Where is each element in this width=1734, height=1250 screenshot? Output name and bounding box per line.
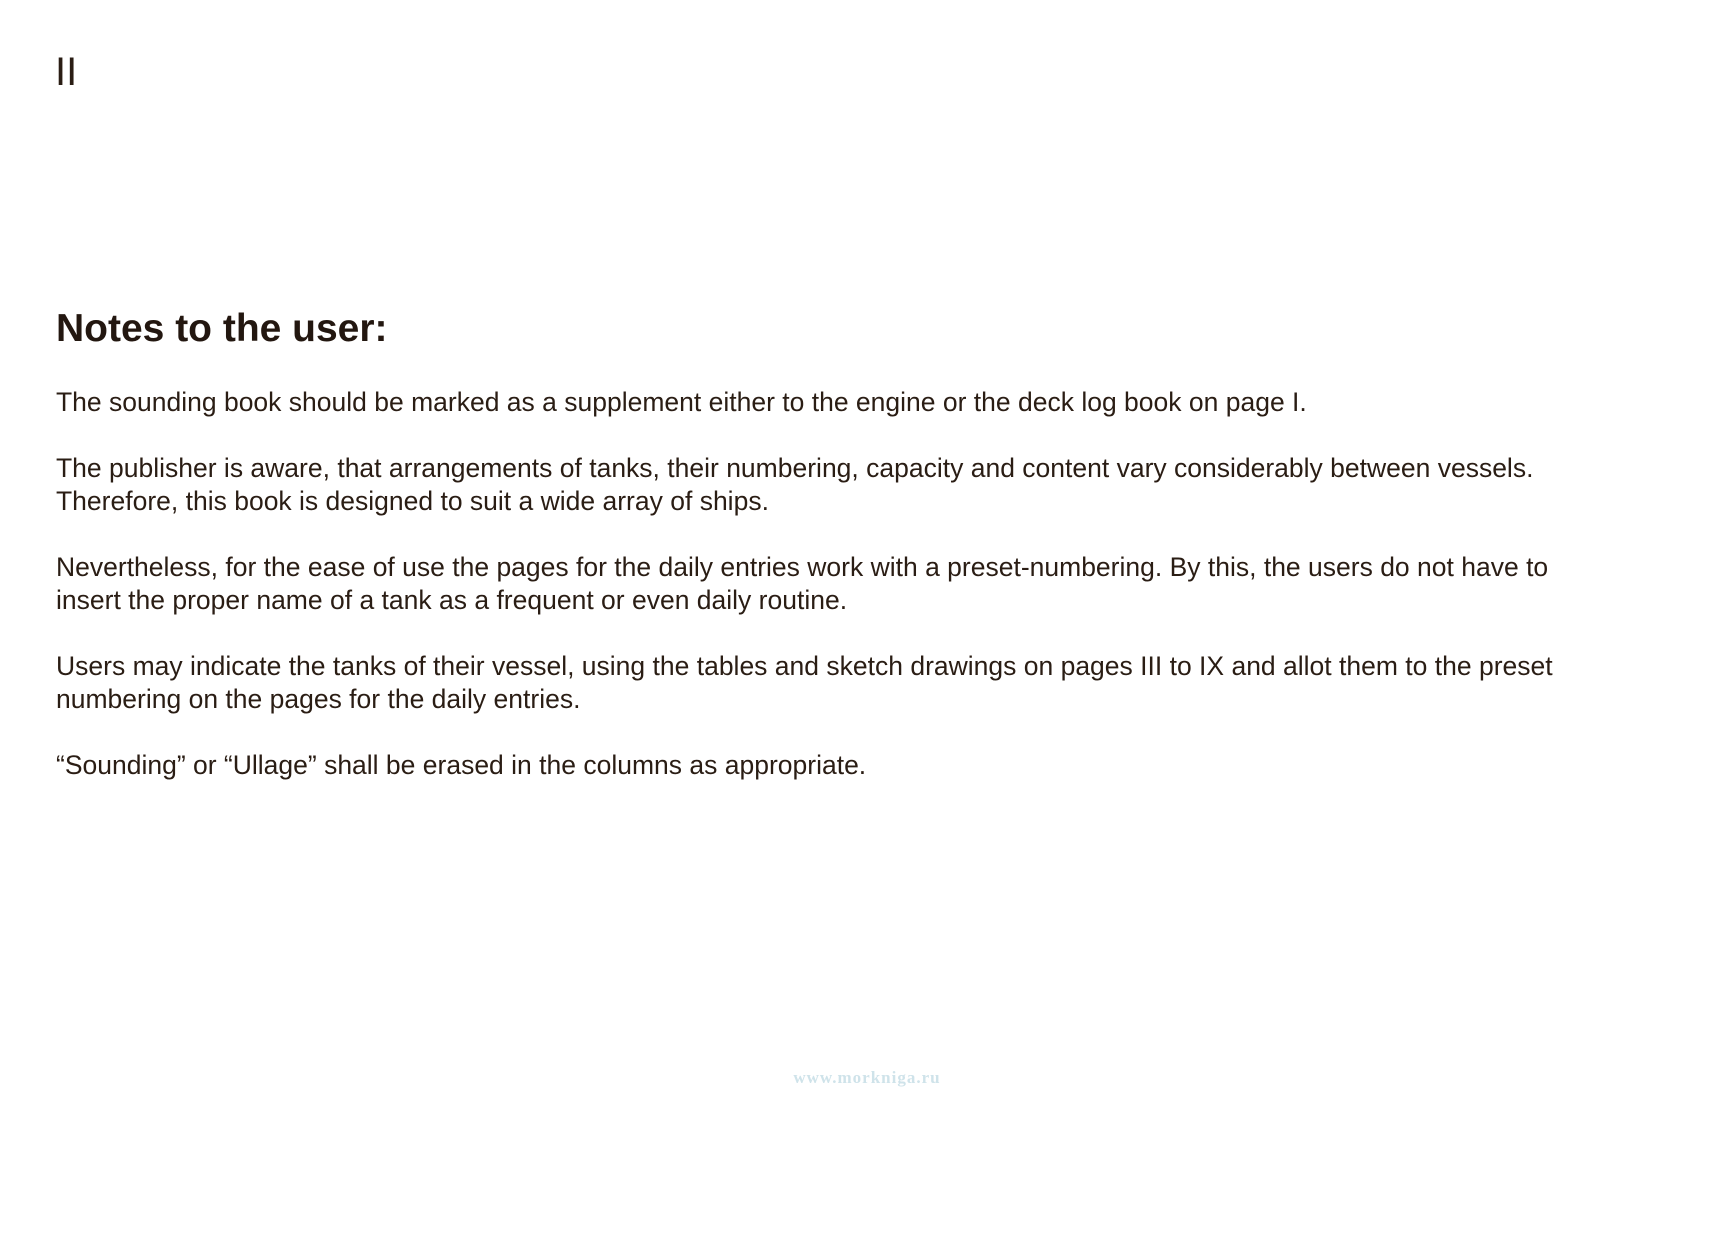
page-number: II bbox=[55, 50, 78, 94]
paragraph-line: Therefore, this book is designed to suit a wide array of ships. bbox=[56, 486, 769, 516]
paragraph-line: Nevertheless, for the ease of use the pages for the daily entries work with a preset-numbering. By this, the users do not have to bbox=[56, 552, 1549, 582]
paragraph-line: numbering on the pages for the daily entries. bbox=[56, 684, 581, 714]
paragraph-supplement bbox=[56, 386, 1696, 419]
paragraph-sounding-ullage bbox=[56, 749, 1696, 782]
paragraph-line: Users may indicate the tanks of their vessel, using the tables and sketch drawings on pages III to IX and allot them to the preset bbox=[56, 651, 1553, 681]
paragraph-indicate-tanks bbox=[56, 650, 1696, 716]
paragraph-line: The publisher is aware, that arrangements of tanks, their numbering, capacity and content vary considerably between vessels. bbox=[56, 453, 1534, 483]
paragraph-preset-numbering bbox=[56, 551, 1696, 617]
paragraph-publisher-aware bbox=[56, 452, 1696, 518]
paragraph-line: “Sounding” or “Ullage” shall be erased in the columns as appropriate. bbox=[56, 750, 867, 780]
paragraph-line: The sounding book should be marked as a supplement either to the engine or the deck log book on page I. bbox=[56, 387, 1307, 417]
notes-section bbox=[56, 306, 1696, 815]
notes-heading: Notes to the user: bbox=[56, 307, 388, 350]
paragraph-line: insert the proper name of a tank as a frequent or even daily routine. bbox=[56, 585, 848, 615]
watermark-url: www.morkniga.ru bbox=[793, 1068, 941, 1087]
